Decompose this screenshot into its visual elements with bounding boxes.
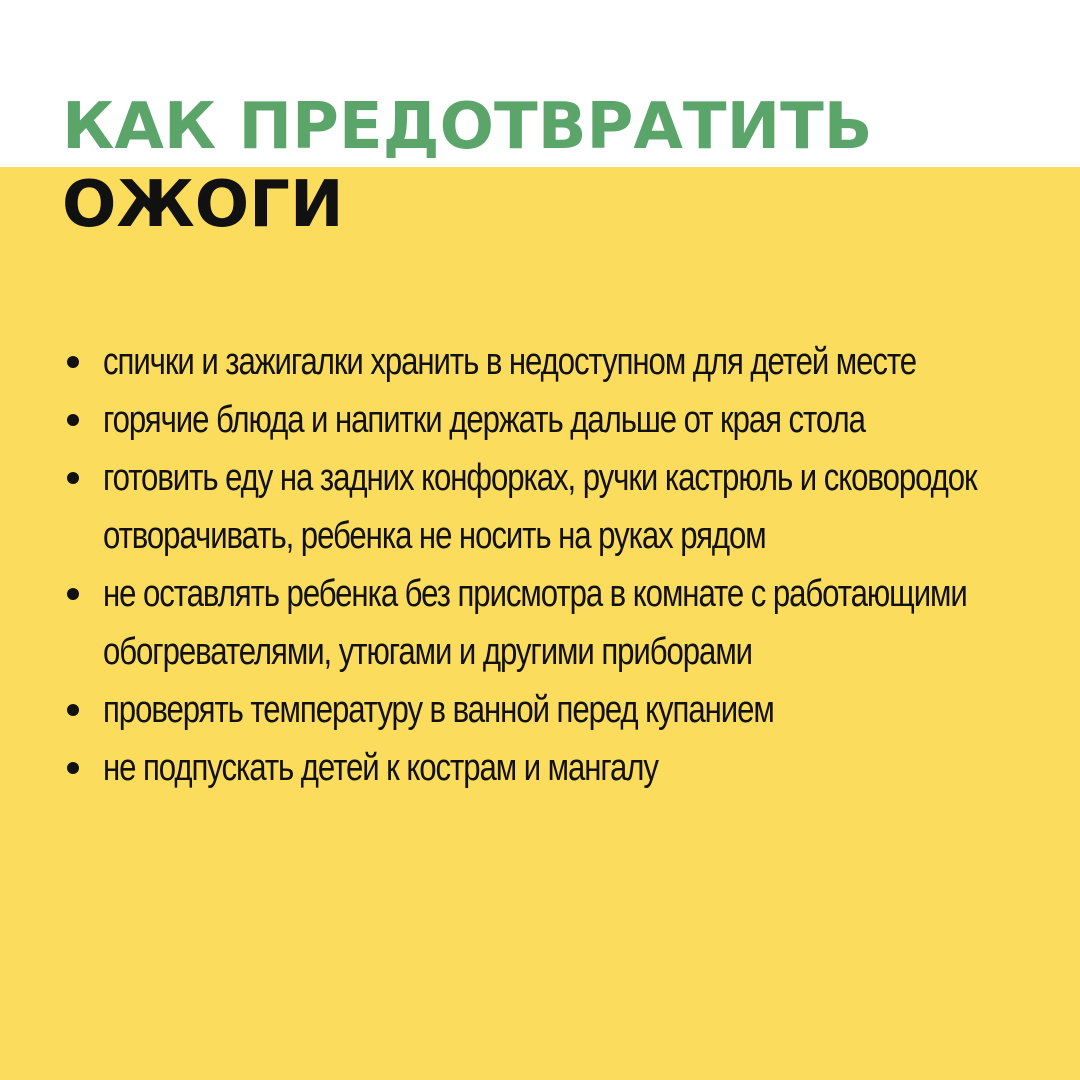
title-line-1: КАК ПРЕДОТВРАТИТЬ bbox=[62, 90, 873, 164]
tip-text: готовить еду на задних конфорках, ручки кастрюль и сковородок отворачивать, ребенка не носить на руках рядом bbox=[103, 457, 977, 557]
list-item bbox=[0, 565, 1080, 681]
bullet-icon bbox=[67, 472, 79, 484]
list-item bbox=[0, 333, 1080, 391]
bullet-icon bbox=[67, 762, 79, 774]
safety-tips-list bbox=[0, 333, 1080, 797]
list-item bbox=[0, 391, 1080, 449]
tip-text: не подпускать детей к кострам и мангалу bbox=[103, 747, 658, 789]
bullet-icon bbox=[67, 414, 79, 426]
tip-text: не оставлять ребенка без присмотра в комнате с работающими обогревателями, утюгами и другими приборами bbox=[103, 573, 967, 673]
tip-text: спички и зажигалки хранить в недоступном для детей месте bbox=[103, 341, 917, 383]
list-item bbox=[0, 681, 1080, 739]
bullet-icon bbox=[67, 704, 79, 716]
bullet-icon bbox=[67, 356, 79, 368]
list-item bbox=[0, 739, 1080, 797]
bullet-icon bbox=[67, 588, 79, 600]
tip-text: горячие блюда и напитки держать дальше от края стола bbox=[103, 399, 865, 441]
tip-text: проверять температуру в ванной перед купанием bbox=[103, 689, 774, 731]
list-item bbox=[0, 449, 1080, 565]
title-line-2: ОЖОГИ bbox=[62, 168, 344, 242]
